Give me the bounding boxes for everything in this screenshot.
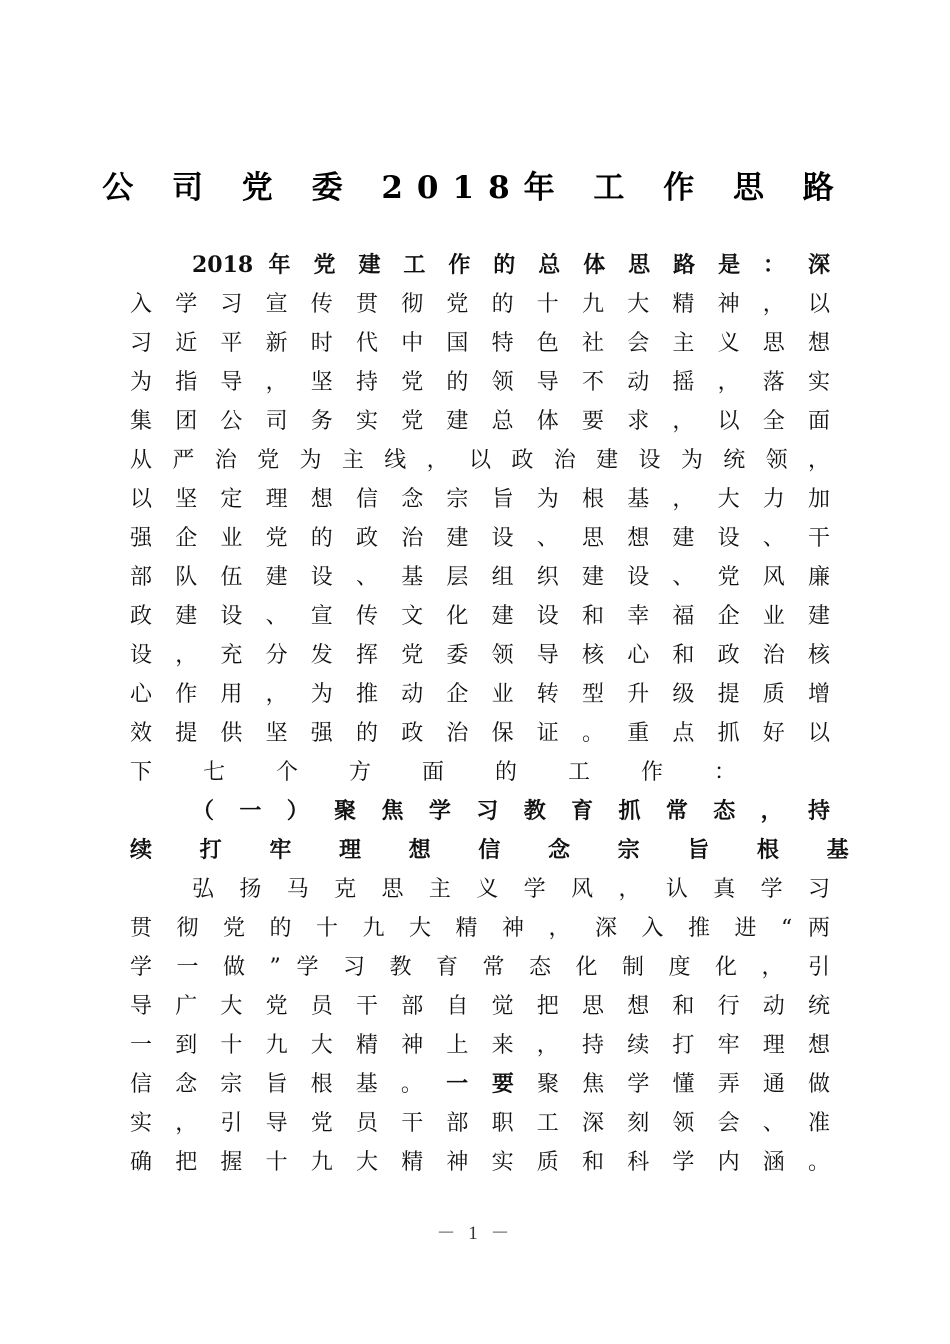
para1-line: 以 坚 定 理 想 信 念 宗 旨 为 根 基 ， 大 力 加 [130, 487, 830, 512]
para2-line: 学 一 做 ” 学 习 教 育 常 态 化 制 度 化 ， 引 [130, 955, 830, 980]
para2-line: 一 到 十 九 大 精 神 上 来 ， 持 续 打 牢 理 想 [130, 1033, 830, 1058]
para1-line: 习 近 平 新 时 代 中 国 特 色 社 会 主 义 思 想 [130, 331, 830, 356]
section-heading: （ 一 ） 聚 焦 学 习 教 育 抓 常 态 ， 持 [192, 798, 830, 824]
para1-line: 效 提 供 坚 强 的 政 治 保 证 。 重 点 抓 好 以 [130, 721, 830, 746]
para1-line: 设 ， 充 分 发 挥 党 委 领 导 核 心 和 政 治 核 [130, 643, 830, 668]
para1-line: 政 建 设 、 宣 传 文 化 建 设 和 幸 福 企 业 建 [130, 604, 830, 629]
document-title: 公 司 党 委 2018年 工 作 思 路 [102, 170, 848, 206]
para1-line: 2018 年 党 建 工 作 的 总 体 思 路 是 ： 深 [192, 252, 830, 278]
para1-line: 强 企 业 党 的 政 治 建 设 、 思 想 建 设 、 干 [130, 526, 830, 551]
para1-line: 下 七 个 方 面 的 工 作 ： [130, 760, 758, 785]
para1-line: 部 队 伍 建 设 、 基 层 组 织 建 设 、 党 风 廉 [130, 565, 830, 590]
emphasis-text: 一 要 [446, 1071, 522, 1097]
para1-line: 入 学 习 宣 传 贯 彻 党 的 十 九 大 精 神 ， 以 [130, 292, 830, 317]
para2-line: 实 ， 引 导 党 员 干 部 职 工 深 刻 领 会 、 准 [130, 1111, 830, 1136]
para2-line-mixed [130, 1065, 830, 1104]
para1-line: 心 作 用 ， 为 推 动 企 业 转 型 升 级 提 质 增 [130, 682, 830, 707]
para2-line: 弘 扬 马 克 思 主 义 学 风 ， 认 真 学 习 [192, 877, 830, 902]
para2-line: 确 把 握 十 九 大 精 神 实 质 和 科 学 内 涵 。 [130, 1150, 830, 1175]
para2-text: 信 念 宗 旨 根 基 。 [130, 1072, 447, 1097]
para2-text: 聚 焦 学 懂 弄 通 做 [522, 1072, 831, 1097]
page-number: － 1 － [436, 1223, 514, 1244]
para1-line: 集 团 公 司 务 实 党 建 总 体 要 求 ， 以 全 面 [130, 409, 830, 434]
para2-line: 导 广 大 党 员 干 部 自 觉 把 思 想 和 行 动 统 [130, 994, 830, 1019]
section-heading: 续 打 牢 理 想 信 念 宗 旨 根 基 [130, 837, 869, 863]
para1-line: 从 严 治 党 为 主 线 ， 以 政 治 建 设 为 统 领 ， [130, 448, 830, 473]
para1-line: 为 指 导 ， 坚 持 党 的 领 导 不 动 摇 ， 落 实 [130, 370, 830, 395]
para2-line: 贯 彻 党 的 十 九 大 精 神 ， 深 入 推 进 “ 两 [130, 916, 830, 941]
document-body [130, 246, 869, 1182]
